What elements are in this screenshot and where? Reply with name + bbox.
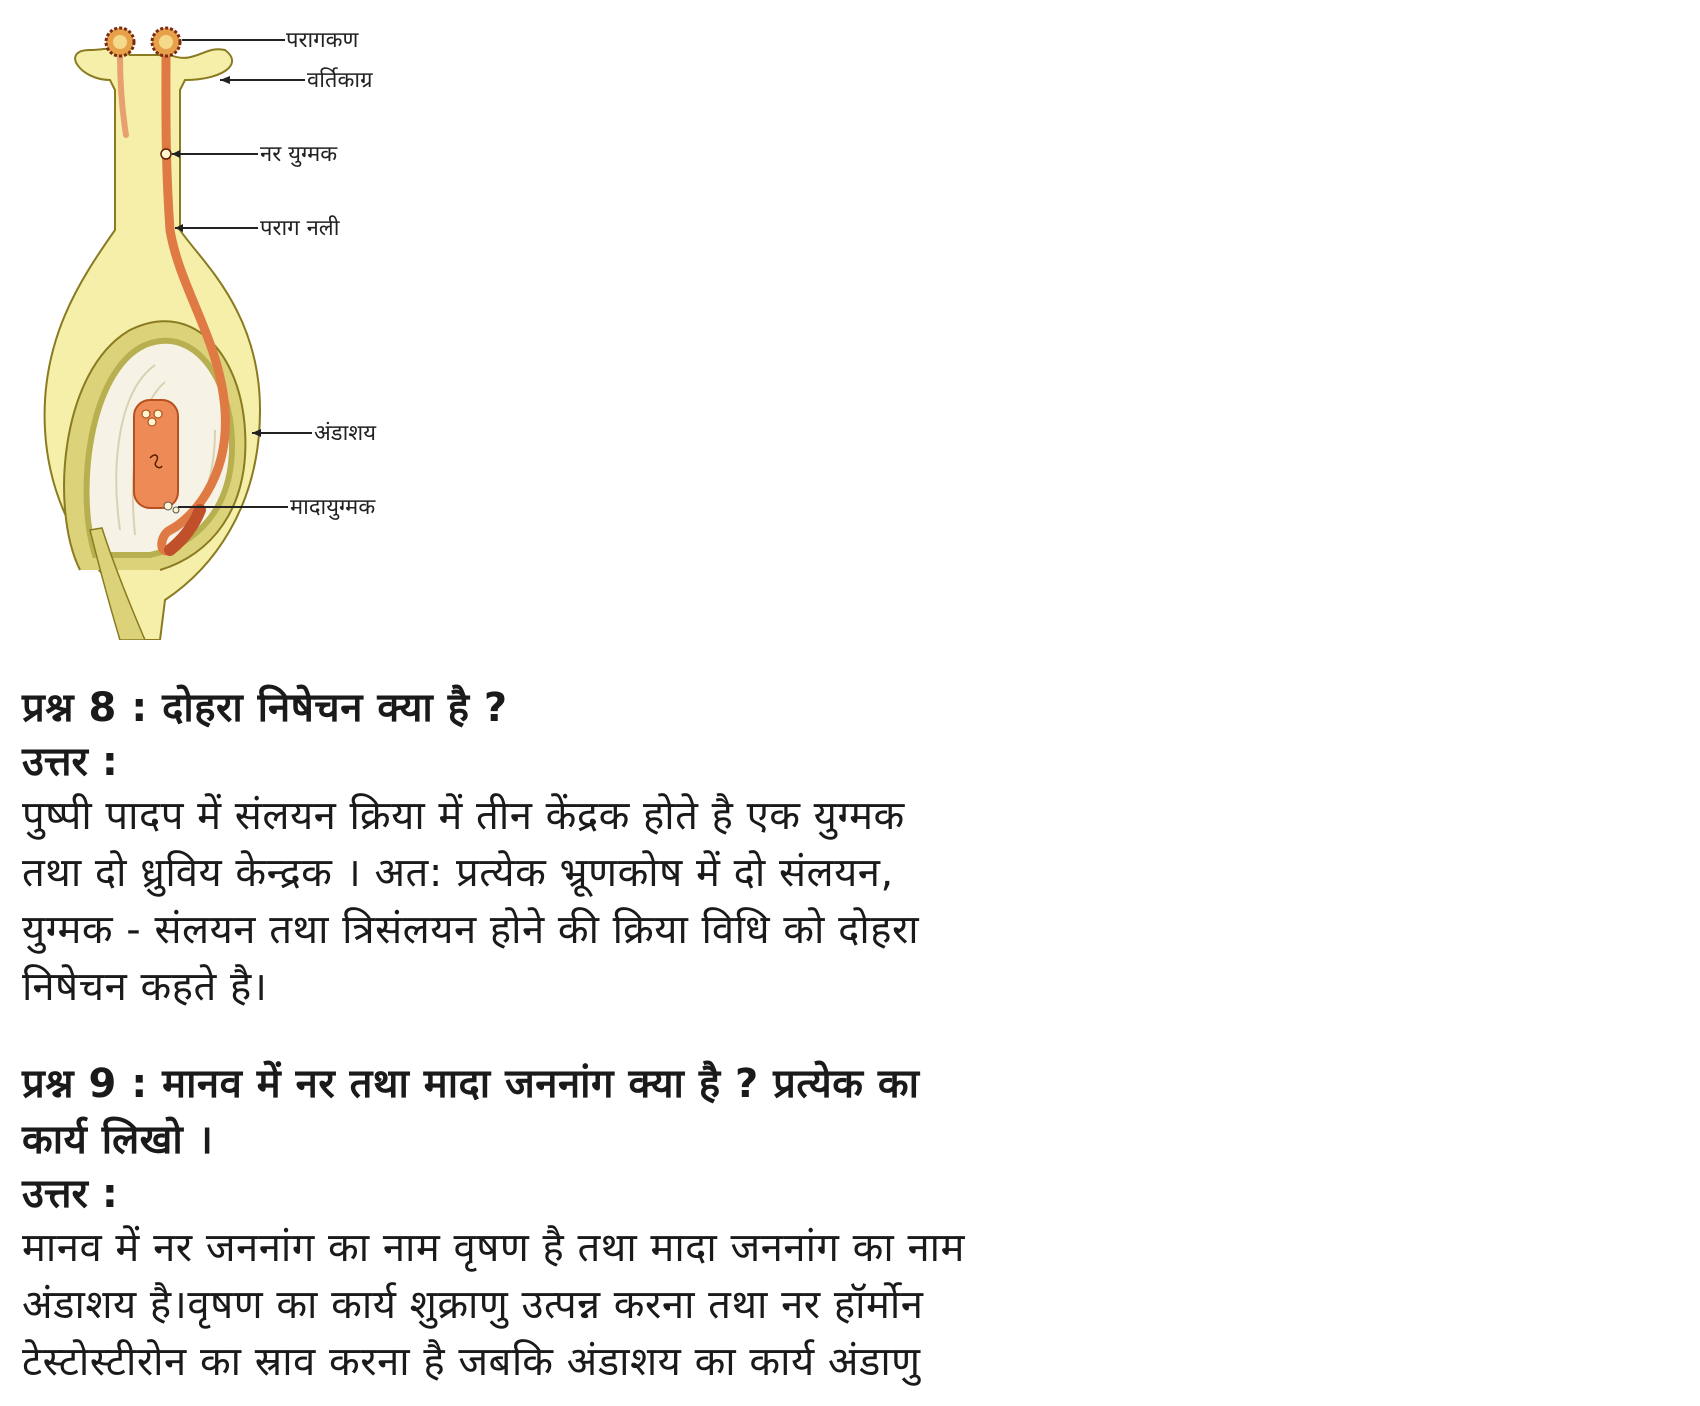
label-male-gamete: नर युग्मक [260, 142, 338, 167]
pistil-diagram-svg [20, 10, 440, 640]
label-female-gamete: मादायुग्मक [290, 495, 376, 520]
answer-8-line: तथा दो ध्रुविय केन्द्रक । अत: प्रत्येक भ्रूणकोष में दो संलयन, [22, 850, 894, 896]
answer-9-line: मानव में नर जननांग का नाम वृषण है तथा मादा जननांग का नाम [22, 1225, 965, 1271]
label-stigma: वर्तिकाग्र [307, 68, 373, 93]
answer-8-heading: उत्तर : [22, 739, 118, 785]
answer-8-line: निषेचन कहते है। [22, 964, 268, 1010]
female-gamete-dot [164, 502, 172, 510]
answer-8-line: युग्मक - संलयन तथा त्रिसंलयन होने की क्रिया विधि को दोहरा [22, 907, 920, 953]
pistil-diagram [20, 10, 440, 640]
pollen-grain-1 [106, 28, 134, 56]
qa-text [22, 680, 1222, 1391]
answer-9-heading: उत्तर : [22, 1171, 118, 1217]
male-gamete-dot [161, 149, 171, 159]
label-pollen-grain: परागकण [286, 28, 359, 53]
label-ovary: अंडाशय [314, 421, 376, 446]
pollen-grain-2 [152, 28, 180, 56]
answer-8-line: पुष्पी पादप में संलयन क्रिया में तीन केंद्रक होते है एक युग्मक [22, 793, 905, 839]
answer-9-line: अंडाशय है।वृषण का कार्य शुक्राणु उत्पन्न करना तथा नर हॉर्मोन [22, 1282, 924, 1328]
label-pollen-tube: पराग नली [260, 216, 340, 241]
question-9: प्रश्न 9 : मानव में नर तथा मादा जननांग क्या है ? प्रत्येक का [22, 1061, 920, 1107]
question-9: कार्य लिखो । [22, 1117, 214, 1163]
answer-9-line: टेस्टोस्टीरोन का स्राव करना है जबकि अंडाशय का कार्य अंडाणु [22, 1339, 921, 1385]
question-8: प्रश्न 8 : दोहरा निषेचन क्या है ? [22, 685, 508, 731]
